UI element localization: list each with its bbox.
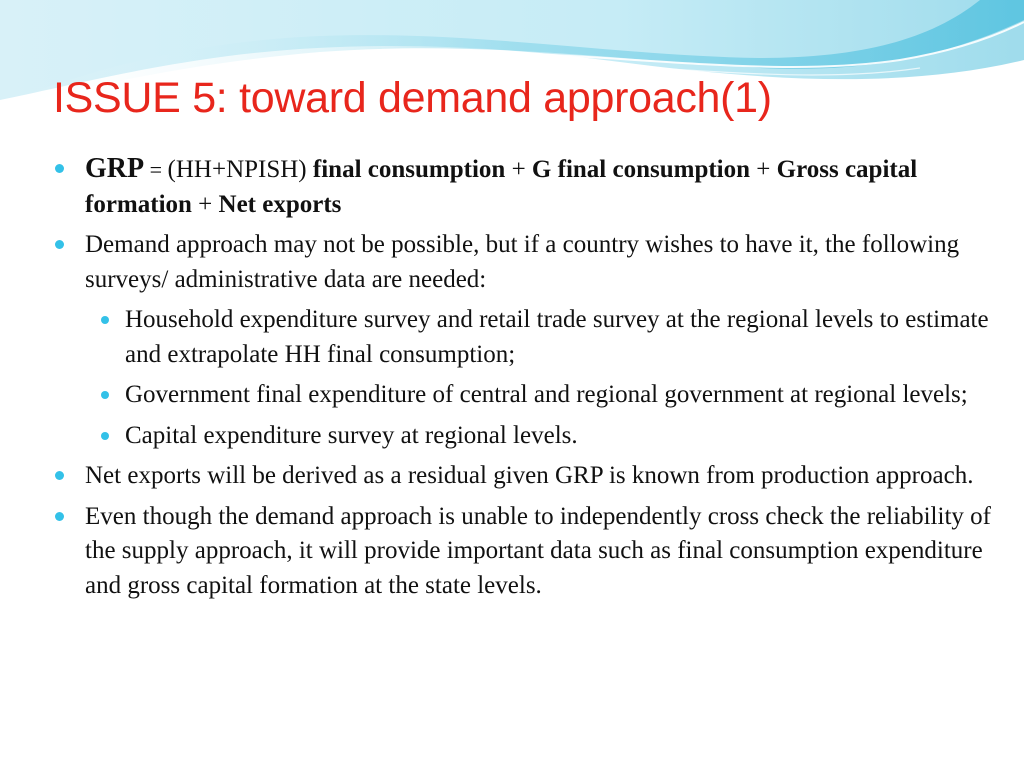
bullet-text: Demand approach may not be possible, but if a country wishes to have it, the following surveys/ administrative data are needed: — [85, 231, 960, 293]
sub-bullet-capital-expenditure — [53, 419, 993, 454]
bullet-cross-check — [53, 500, 993, 604]
plus-sign: + — [750, 156, 777, 183]
equals-sign: = — [144, 157, 168, 182]
bullet-dot — [101, 316, 109, 324]
bullet-dot — [55, 512, 64, 521]
bullet-text: Net exports will be derived as a residual given GRP is known from production approach. — [85, 462, 974, 489]
bullet-net-exports — [53, 459, 993, 494]
plus-sign: + — [191, 190, 219, 218]
bullet-dot — [55, 471, 64, 480]
slide-title: ISSUE 5: toward demand approach(1) — [53, 74, 772, 122]
sub-bullet-text: Capital expenditure survey at regional levels. — [125, 421, 578, 449]
slide-content — [53, 152, 993, 609]
g-final-consumption: G final consumption — [531, 156, 751, 183]
bullet-demand-approach — [53, 228, 993, 297]
sub-bullet-household-survey — [53, 303, 993, 372]
plus-sign: + — [505, 156, 532, 183]
bullet-grp-definition — [53, 152, 993, 222]
sub-bullet-text: Household expenditure survey and retail trade survey at the regional levels to estimate and extrapolate HH final consumption; — [125, 306, 989, 368]
grp-term: GRP — [85, 153, 145, 184]
sub-bullet-text: Government final expenditure of central and regional government at regional levels; — [125, 381, 968, 408]
bullet-dot — [101, 432, 109, 440]
bullet-dot — [55, 164, 64, 173]
final-consumption: final consumption — [312, 156, 506, 183]
net-exports: Net exports — [218, 190, 342, 218]
sub-bullet-government-expenditure — [53, 378, 993, 413]
bullet-dot — [101, 391, 109, 399]
hh-npish: (HH+NPISH) — [167, 156, 313, 183]
bullet-dot — [55, 240, 64, 249]
bullet-text: Even though the demand approach is unable to independently cross check the reliability of the supply approach, it will provide important data such as final consumption expenditure and gross capital formation at the state levels. — [85, 502, 991, 599]
gross-capital-formation: Gross capital formation — [85, 156, 918, 218]
